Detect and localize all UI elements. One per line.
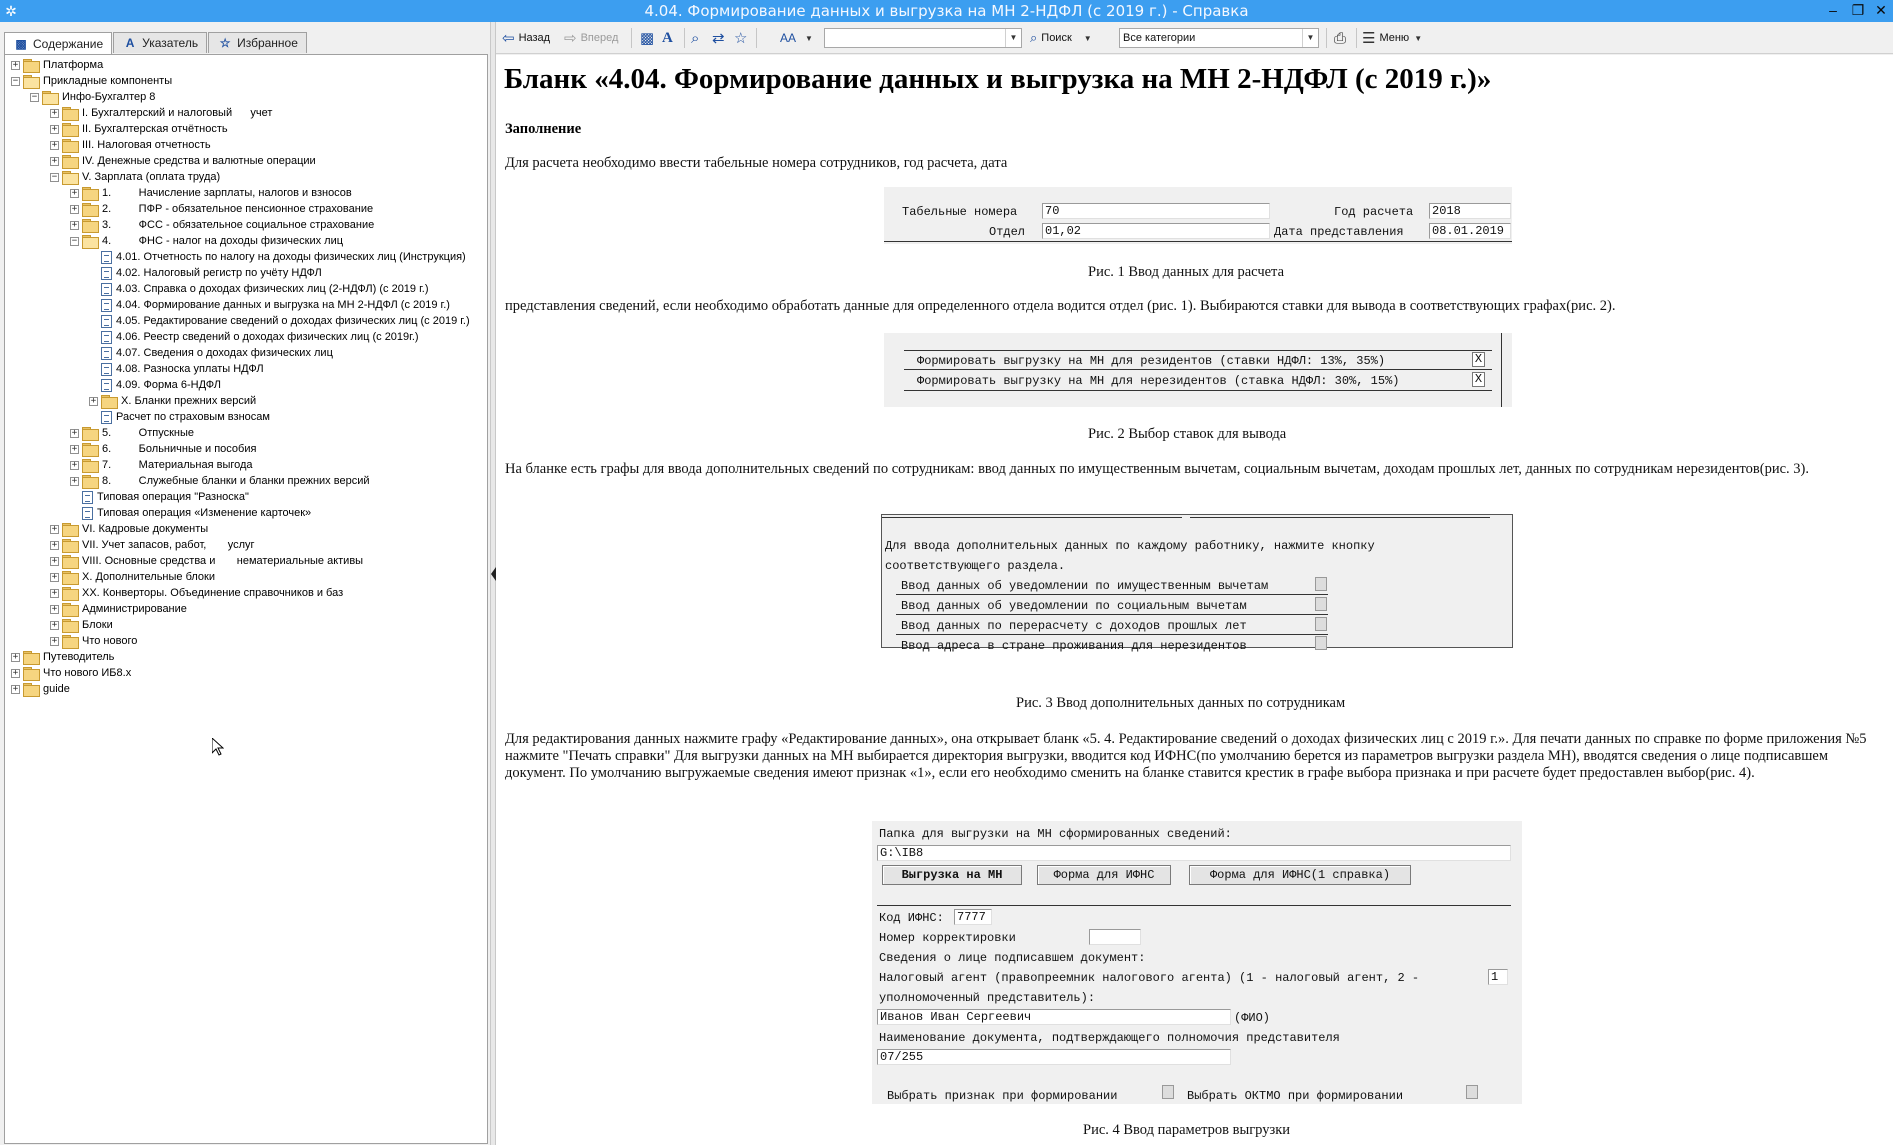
nonresidents-rate-label: Формировать выгрузку на МН для нерезидентов (ставка НДФЛ: 30%, 15%): [917, 374, 1400, 388]
figure-3-caption: Рис. 3 Ввод дополнительных данных по сотрудникам: [1016, 695, 1346, 711]
favorites-icon: ☆: [219, 36, 231, 50]
social-deduction-button: [1315, 597, 1327, 611]
arrow-right-icon: ⇨: [564, 30, 577, 47]
correction-number-field: [1089, 929, 1141, 945]
form-underline: [896, 634, 1328, 635]
tree-item[interactable]: [50, 521, 208, 537]
app-icon[interactable]: ✲: [5, 3, 17, 19]
department-field: 01,02: [1042, 223, 1270, 239]
tree-item[interactable]: [101, 409, 270, 425]
forward-button[interactable]: [564, 27, 618, 49]
tree-item[interactable]: [70, 473, 369, 489]
page-icon: [101, 411, 112, 424]
choose-sign-label: Выбрать признак при формировании: [887, 1089, 1118, 1103]
navigation-pane: [0, 22, 490, 1145]
tree-item[interactable]: [50, 553, 363, 569]
expand-icon[interactable]: +: [51, 635, 58, 646]
paragraph-rates: представления сведений, если необходимо обработать данные для определенного отдела водится отдел (рис. 1). Выбираются ставки для вывода в соответствующих графах(рис. 2).: [505, 298, 1616, 314]
chevron-down-icon: ▼: [1083, 33, 1092, 43]
page-icon: [101, 299, 112, 312]
choose-sign-checkbox: [1162, 1085, 1174, 1099]
form-underline: [896, 594, 1328, 595]
tree-item[interactable]: [50, 105, 272, 121]
paragraph-editing: Для редактирования данных нажмите графу «Редактирование данных», она открывает бланк «5. 4. Редактирование сведений о доходах физических лиц с 2019 г.». Для печати данных по справке по форме приложения №5 нажмите "Печать справки" Для выгрузки данных на МН выбирается директория выгрузки, вводится код ИФНС(по умолчанию берется из параметров выгрузки раздела МН), вводятся сведения о лице подписавшем документ. По умолчанию выгружаемые сведения имеют признак «1», если его необходимо сменить на бланке ставится крестик в графе выбора признака и при расчете будет предоставлен выбор(рис. 4).: [505, 731, 1867, 781]
tree-item-label: 4.05. Редактирование сведений о доходах физических лиц (с 2019 г.): [116, 315, 470, 327]
tree-item[interactable]: [50, 569, 215, 585]
folder-icon: [62, 523, 78, 535]
tree-item-label: XX. Конверторы. Объединение справочников и баз: [82, 587, 344, 599]
tree-item-label: 2. ПФР - обязательное пенсионное страхование: [102, 203, 374, 215]
expand-icon[interactable]: +: [90, 395, 97, 406]
tab-numbers-field: 70: [1042, 203, 1270, 219]
tree-item-label: Прикладные компоненты: [43, 75, 173, 87]
tree-item-label: Типовая операция "Разноска": [97, 491, 249, 503]
print-topic-button[interactable]: [640, 27, 658, 49]
tree-item[interactable]: [101, 249, 466, 265]
search-label: Поиск: [1041, 32, 1072, 44]
tree-item[interactable]: [50, 169, 220, 185]
upload-mn-button: Выгрузка на МН: [882, 865, 1022, 885]
font-size-button[interactable]: [780, 27, 813, 49]
tree-item-label: guide: [43, 683, 70, 695]
expand-icon[interactable]: +: [71, 459, 78, 470]
tree-item[interactable]: [82, 489, 249, 505]
tree-item[interactable]: [82, 505, 311, 521]
form-underline: [877, 905, 1511, 906]
folder-icon: [62, 571, 78, 583]
folder-open-icon: [42, 91, 58, 103]
printer-icon: ⎙: [1334, 29, 1347, 47]
tree-item-label: 4.03. Справка о доходах физических лиц (2-НДФЛ) (с 2019 г.): [116, 283, 429, 295]
sync-button[interactable]: [712, 27, 729, 49]
toolbar-separator: [1326, 28, 1327, 48]
tree-item-label: 3. ФСС - обязательное социальное страхование: [102, 219, 375, 231]
tax-agent-label: Налоговый агент (правопреемник налогового агента) (1 - налоговый агент, 2 -: [879, 971, 1420, 985]
tree-item-label: 4.01. Отчетность по налогу на доходы физических лиц (Инструкция): [116, 251, 466, 263]
expand-icon[interactable]: +: [51, 571, 58, 582]
tab-label: Указатель: [142, 36, 199, 50]
folder-icon: [62, 539, 78, 551]
close-button[interactable]: ✕: [1875, 2, 1887, 18]
folder-icon: [62, 619, 78, 631]
toolbar-separator: [756, 28, 757, 48]
expand-icon[interactable]: +: [51, 539, 58, 550]
tree-item-label: Путеводитель: [43, 651, 115, 663]
search-input[interactable]: [824, 28, 1022, 48]
ifns-code-label: Код ИФНС:: [879, 911, 944, 925]
folder-icon: [23, 651, 39, 663]
toolbar: [496, 22, 1893, 54]
expand-icon[interactable]: +: [51, 555, 58, 566]
form-underline: [884, 241, 1512, 242]
tree-item[interactable]: [101, 377, 221, 393]
tree-item-label: 4.09. Форма 6-НДФЛ: [116, 379, 222, 391]
folder-icon: [82, 459, 98, 471]
tree-item-label: Инфо-Бухгалтер 8: [62, 91, 156, 103]
tree-item[interactable]: [50, 121, 228, 137]
submission-date-label: Дата представления: [1274, 225, 1404, 239]
find-button[interactable]: [691, 27, 703, 49]
folder-icon: [62, 107, 78, 119]
forward-label: Вперед: [580, 32, 619, 44]
tree-item[interactable]: [11, 665, 131, 681]
figure-1-input-form: [884, 187, 1512, 244]
tab-index[interactable]: [113, 32, 207, 53]
book-icon: ▩: [15, 36, 27, 51]
tree-item-label: VI. Кадровые документы: [82, 523, 209, 535]
folder-icon: [82, 443, 98, 455]
social-deduction-row: Ввод данных об уведомлении по социальным вычетам: [901, 599, 1247, 613]
minimize-button[interactable]: –: [1829, 2, 1837, 18]
expand-icon[interactable]: +: [12, 59, 19, 70]
chevron-down-icon: ▼: [805, 33, 813, 43]
page-icon: [82, 507, 93, 520]
tree-item-label: X. Бланки прежних версий: [121, 395, 257, 407]
tree-item-label: 6. Больничные и пособия: [102, 443, 257, 455]
page-icon: [82, 491, 93, 504]
tree-item-label: Расчет по страховым взносам: [116, 411, 270, 423]
contents-tree[interactable]: [4, 54, 488, 1144]
ifns-form-button: Форма для ИФНС: [1037, 865, 1171, 885]
menu-button[interactable]: [1362, 27, 1422, 49]
figure-2-rates-form: [884, 333, 1512, 407]
folder-icon: [82, 475, 98, 487]
chevron-down-icon[interactable]: ▼: [1005, 29, 1021, 47]
nonresident-address-button: [1315, 636, 1327, 650]
font-a-icon: A: [662, 29, 673, 46]
folder-icon: [23, 683, 39, 695]
form-underline: [896, 614, 1328, 615]
folder-icon: [82, 427, 98, 439]
tree-item-label: I. Бухгалтерский и налоговый учет: [82, 107, 273, 119]
tree-item-label: 8. Служебные бланки и бланки прежних версий: [102, 475, 370, 487]
search-button[interactable]: [1030, 27, 1092, 49]
tree-item[interactable]: [70, 185, 352, 201]
expand-icon[interactable]: +: [12, 651, 19, 662]
signer-info-label: Сведения о лице подписавшем документ:: [879, 951, 1146, 965]
tree-item[interactable]: [50, 153, 316, 169]
tree-item[interactable]: [11, 73, 172, 89]
expand-icon[interactable]: +: [51, 139, 58, 150]
tree-item[interactable]: [11, 681, 70, 697]
toolbar-separator: [1356, 28, 1357, 48]
window-title: 4.04. Формирование данных и выгрузка на МН 2-НДФЛ (с 2019 г.) - Справка: [644, 2, 1249, 20]
tree-item[interactable]: [101, 345, 333, 361]
form-border: [1501, 333, 1502, 407]
tree-item[interactable]: [30, 89, 155, 105]
expand-icon[interactable]: +: [51, 155, 58, 166]
folder-icon: [62, 555, 78, 567]
figure-3-additional-form: [881, 514, 1513, 653]
folder-icon: [82, 187, 98, 199]
tree-item[interactable]: [50, 137, 211, 153]
tree-item-label: II. Бухгалтерская отчётность: [82, 123, 228, 135]
residents-rate-checkbox: X: [1472, 352, 1485, 367]
tree-item-label: Администрирование: [82, 603, 187, 615]
past-income-row: Ввод данных по перерасчету с доходов прошлых лет: [901, 619, 1247, 633]
tree-item-label: 4.08. Разноска уплаты НДФЛ: [116, 363, 264, 375]
ifns-code-field: 7777: [954, 909, 992, 925]
tab-numbers-label: Табельные номера: [902, 205, 1018, 219]
tree-item[interactable]: [50, 601, 187, 617]
tree-item-label: III. Налоговая отчетность: [82, 139, 211, 151]
folder-icon: [62, 603, 78, 615]
back-label: Назад: [518, 32, 551, 44]
tree-item[interactable]: [89, 393, 256, 409]
additional-intro-line2: соответствующего раздела.: [885, 559, 1066, 573]
tree-item-label: VIII. Основные средства и нематериальные активы: [82, 555, 364, 567]
section-heading: Заполнение: [505, 121, 582, 137]
figure-4-caption: Рис. 4 Ввод параметров выгрузки: [1083, 1122, 1290, 1138]
tree-item-label: V. Зарплата (оплата труда): [82, 171, 221, 183]
folder-icon: [62, 587, 78, 599]
back-button[interactable]: [502, 27, 550, 49]
print-button[interactable]: [1334, 27, 1350, 49]
tree-item[interactable]: [101, 329, 419, 345]
submission-date-field: 08.01.2019: [1429, 223, 1511, 239]
tree-item[interactable]: [70, 441, 256, 457]
tab-contents[interactable]: [4, 32, 112, 54]
expand-icon[interactable]: +: [71, 187, 78, 198]
tree-item-label: 4.02. Налоговый регистр по учёту НДФЛ: [116, 267, 322, 279]
form-underline: [904, 390, 1492, 391]
folder-icon: [62, 635, 78, 647]
page-icon: [101, 251, 112, 264]
page-icon: [101, 283, 112, 296]
figure-4-upload-form: [872, 821, 1522, 1104]
expand-icon[interactable]: +: [51, 603, 58, 614]
tree-item-label: IV. Денежные средства и валютные операции: [82, 155, 316, 167]
collapse-icon[interactable]: −: [71, 235, 78, 246]
form-underline: [1190, 517, 1490, 518]
page-icon: [101, 315, 112, 328]
folder-icon: [62, 123, 78, 135]
authority-document-label: Наименование документа, подтверждающего полномочия представителя: [879, 1031, 1340, 1045]
expand-icon[interactable]: +: [51, 123, 58, 134]
upload-folder-label: Папка для выгрузки на МН сформированных сведений:: [879, 827, 1232, 841]
form-underline: [904, 369, 1492, 370]
nonresidents-rate-checkbox: X: [1472, 372, 1485, 387]
maximize-button[interactable]: ❐: [1851, 2, 1865, 18]
tree-item[interactable]: [70, 201, 373, 217]
figure-1-caption: Рис. 1 Ввод данных для расчета: [1088, 264, 1285, 280]
categories-select[interactable]: [1119, 28, 1319, 48]
tree-item-label: Блоки: [82, 619, 113, 631]
tree-item[interactable]: [70, 425, 194, 441]
tree-item[interactable]: [50, 617, 113, 633]
folder-icon: [82, 203, 98, 215]
folder-open-icon: [62, 171, 78, 183]
tax-agent-label-cont: уполномоченный представитель):: [879, 991, 1096, 1005]
tree-item[interactable]: [50, 585, 343, 601]
page-icon: [101, 347, 112, 360]
tree-item-label: 1. Начисление зарплаты, налогов и взносов: [102, 187, 352, 199]
year-field: 2018: [1429, 203, 1511, 219]
star-icon: ☆: [734, 30, 748, 47]
folder-open-icon: [82, 235, 98, 247]
font-size-icon: AA: [780, 31, 797, 45]
help-content: [496, 55, 1893, 1145]
arrow-left-icon: ⇦: [502, 30, 515, 47]
tree-item[interactable]: [101, 265, 322, 281]
expand-icon[interactable]: +: [51, 523, 58, 534]
fio-label: (ФИО): [1234, 1011, 1271, 1025]
magnifier-icon: ⌕: [691, 29, 700, 47]
tree-item[interactable]: [70, 233, 343, 249]
expand-icon[interactable]: +: [51, 619, 58, 630]
title-bar: [0, 0, 1893, 22]
tree-item[interactable]: [70, 457, 253, 473]
toolbar-separator: [631, 28, 632, 48]
folder-icon: [23, 667, 39, 679]
expand-icon[interactable]: +: [71, 203, 78, 214]
tree-item-label: 4.07. Сведения о доходах физических лиц: [116, 347, 333, 359]
page-title: Бланк «4.04. Формирование данных и выгрузка на МН 2-НДФЛ (с 2019 г.)»: [504, 63, 1492, 95]
tree-item-label: Что нового ИБ8.x: [43, 667, 132, 679]
tree-item-label: Платформа: [43, 59, 104, 71]
property-deduction-button: [1315, 577, 1327, 591]
folder-icon: [62, 155, 78, 167]
ifns-form-single-button: Форма для ИФНС(1 справка): [1189, 865, 1411, 885]
year-label: Год расчета: [1334, 205, 1414, 219]
tab-label: Содержание: [33, 36, 104, 51]
tree-item[interactable]: [11, 649, 114, 665]
book-icon: ▩: [640, 30, 655, 47]
page-icon: [101, 267, 112, 280]
upload-folder-field: G:\IB8: [877, 845, 1511, 861]
tree-item-label: 4.06. Реестр сведений о доходах физических лиц (с 2019г.): [116, 331, 419, 343]
page-icon: [101, 363, 112, 376]
tree-item-label: 4.04. Формирование данных и выгрузка на МН 2-НДФЛ (с 2019 г.): [116, 299, 450, 311]
choose-oktmo-checkbox: [1466, 1085, 1478, 1099]
toolbar-separator: [684, 28, 685, 48]
tree-item-label: VII. Учет запасов, работ, услуг: [82, 539, 255, 551]
choose-oktmo-label: Выбрать ОКТМО при формировании: [1187, 1089, 1404, 1103]
tab-label: Избранное: [237, 36, 298, 50]
collapse-icon[interactable]: −: [31, 91, 38, 102]
categories-value: Все категории: [1123, 32, 1196, 44]
department-label: Отдел: [989, 225, 1026, 239]
expand-icon[interactable]: +: [51, 107, 58, 118]
tree-item[interactable]: [70, 217, 374, 233]
tree-item-label: 4. ФНС - налог на доходы физических лиц: [102, 235, 344, 247]
residents-rate-label: Формировать выгрузку на МН для резидентов (ставки НДФЛ: 13%, 35%): [917, 354, 1386, 368]
tree-item-label: Типовая операция «Изменение карточек»: [97, 507, 312, 519]
tree-item[interactable]: [50, 633, 137, 649]
index-icon: A: [125, 36, 135, 50]
property-deduction-row: Ввод данных об уведомлении по имущественным вычетам: [901, 579, 1269, 593]
menu-icon: ☰: [1362, 30, 1376, 47]
font-button[interactable]: [662, 27, 677, 49]
folder-icon: [23, 59, 39, 71]
expand-icon[interactable]: +: [71, 427, 78, 438]
tree-item[interactable]: [11, 57, 103, 73]
folder-open-icon: [23, 75, 39, 87]
tree-item-label: 7. Материальная выгода: [102, 459, 253, 471]
folder-icon: [82, 219, 98, 231]
expand-icon[interactable]: +: [51, 587, 58, 598]
expand-icon[interactable]: +: [71, 219, 78, 230]
tree-item[interactable]: [101, 281, 429, 297]
page-icon: [101, 379, 112, 392]
authority-document-field: 07/255: [877, 1049, 1231, 1065]
tree-item[interactable]: [101, 361, 264, 377]
expand-icon[interactable]: +: [71, 475, 78, 486]
chevron-down-icon[interactable]: ▼: [1302, 29, 1318, 47]
menu-label: Меню: [1379, 32, 1410, 44]
folder-icon: [101, 395, 117, 407]
tax-agent-field: 1: [1488, 969, 1508, 985]
nav-tabs: [4, 32, 308, 54]
additional-intro-line1: Для ввода дополнительных данных по каждому работнику, нажмите кнопку: [885, 539, 1375, 553]
expand-icon[interactable]: +: [12, 667, 19, 678]
chevron-down-icon: ▼: [1414, 33, 1423, 43]
tree-item-label: 5. Отпускные: [102, 427, 195, 439]
sync-icon: ⇄: [712, 30, 725, 47]
page-icon: [101, 331, 112, 344]
expand-icon[interactable]: +: [71, 443, 78, 454]
collapse-icon[interactable]: −: [51, 171, 58, 182]
figure-2-caption: Рис. 2 Выбор ставок для вывода: [1088, 426, 1287, 442]
past-income-button: [1315, 617, 1327, 631]
tab-favorites[interactable]: [208, 32, 307, 53]
add-favorite-button[interactable]: [734, 27, 751, 49]
collapse-icon[interactable]: −: [12, 75, 19, 86]
tree-item[interactable]: [50, 537, 255, 553]
correction-number-label: Номер корректировки: [879, 931, 1016, 945]
tree-item[interactable]: [101, 297, 450, 313]
folder-icon: [62, 139, 78, 151]
tree-item-label: X. Дополнительные блоки: [82, 571, 216, 583]
signer-fio-field: Иванов Иван Сергеевич: [877, 1009, 1231, 1025]
nonresident-address-row: Ввод адреса в стране проживания для нерезидентов: [901, 639, 1247, 653]
search-icon: ⌕: [1030, 30, 1038, 45]
tree-item[interactable]: [101, 313, 470, 329]
form-underline: [904, 350, 1492, 351]
form-underline: [882, 517, 1182, 518]
expand-icon[interactable]: +: [12, 683, 19, 694]
paragraph-intro: Для расчета необходимо ввести табельные номера сотрудников, год расчета, дата: [505, 155, 1008, 171]
tree-item-label: Что нового: [82, 635, 138, 647]
paragraph-additional: На бланке есть графы для ввода дополнительных сведений по сотрудникам: ввод данных по имущественным вычетам, социальным вычетам, доходам прошлых лет, данных по сотрудникам нерезидентов(рис. 3).: [505, 461, 1809, 477]
